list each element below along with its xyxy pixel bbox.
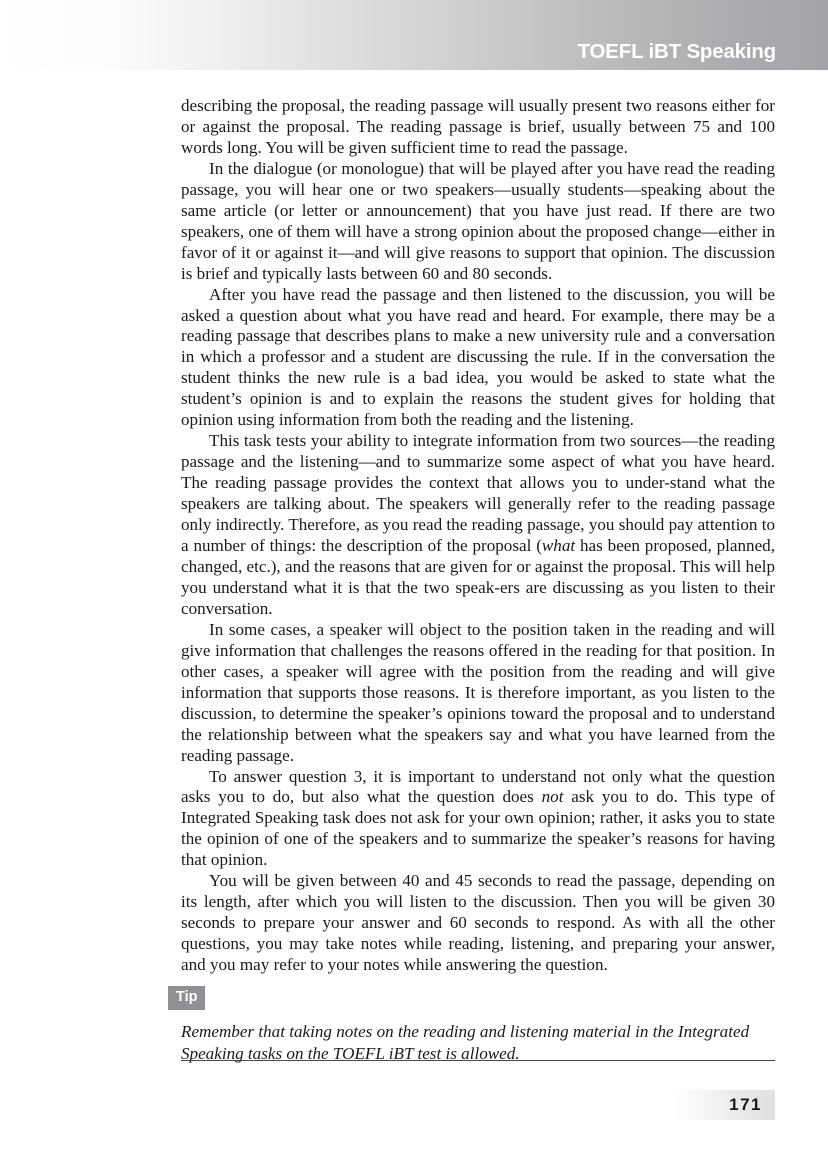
tip-text: Remember that taking notes on the reading and listening material in the Integrated Speaking tasks on the TOEFL iBT test is allowed. xyxy=(181,1021,750,1063)
tip-badge: Tip xyxy=(168,986,205,1010)
body-text-column xyxy=(181,96,775,976)
body-paragraph: This task tests your ability to integrate information from two sources—the reading passage and the listening—and to summarize some aspect of what you have heard. The reading passage provides the context that allows you to under-stand what the speakers are talking about. The speakers will generally refer to the reading passage only indirectly. Therefore, as you read the reading passage, you should pay attention to a number of things: the description of the proposal (what has been proposed, planned, changed, etc.), and the reasons that are given for or against the proposal. This will help you understand what it is that the two speak-ers are discussing as you listen to their conversation. xyxy=(181,431,775,618)
running-header-title: TOEFL iBT Speaking xyxy=(577,40,776,63)
running-header-bar xyxy=(0,0,828,70)
tip-divider-rule xyxy=(181,1060,775,1061)
page-number-box xyxy=(670,1090,775,1120)
body-paragraph: describing the proposal, the reading passage will usually present two reasons either for or against the proposal. The reading passage is brief, usually between 75 and 100 words long. You will be given sufficient time to read the passage. xyxy=(181,96,775,157)
page-number: 171 xyxy=(729,1095,762,1114)
body-paragraph: After you have read the passage and then listened to the discussion, you will be asked a question about what you have read and heard. For example, there may be a reading passage that describes plans to make a new university rule and a conversation in which a professor and a student are discussing the rule. If in the conversation the student thinks the new rule is a bad idea, you would be asked to state what the student’s opinion is and to explain the reasons the student gives for holding that opinion using information from both the reading and the listening. xyxy=(181,284,775,430)
tip-callout xyxy=(168,986,775,1066)
body-paragraph: You will be given between 40 and 45 seconds to read the passage, depending on its length, after which you will listen to the discussion. Then you will be given 30 seconds to prepare your answer and 60 seconds to respond. As with all the other questions, you may take notes while reading, listening, and preparing your answer, and you may refer to your notes while answering the question. xyxy=(181,871,775,975)
body-paragraph: To answer question 3, it is important to understand not only what the question asks you to do, but also what the question does not ask you to do. This type of Integrated Speaking task does not ask for your own opinion; rather, it asks you to state the opinion of one of the speakers and to summarize the speaker’s reasons for having that opinion. xyxy=(181,766,775,870)
body-paragraph: In the dialogue (or monologue) that will be played after you have read the reading passage, you will hear one or two speakers—usually students—speaking about the same article (or letter or announcement) that you have just read. If there are two speakers, one of them will have a strong opinion about the proposed change—either in favor of it or against it—and will give reasons to support that opinion. The discussion is brief and typically lasts between 60 and 80 seconds. xyxy=(181,158,775,283)
body-paragraph: In some cases, a speaker will object to the position taken in the reading and will give information that challenges the reasons offered in the reading for that position. In other cases, a speaker will agree with the position from the reading and will give information that supports those reasons. It is therefore important, as you listen to the discussion, to determine the speaker’s opinions toward the proposal and to understand the relationship between what the speakers say and what you have learned from the reading passage. xyxy=(181,619,775,765)
